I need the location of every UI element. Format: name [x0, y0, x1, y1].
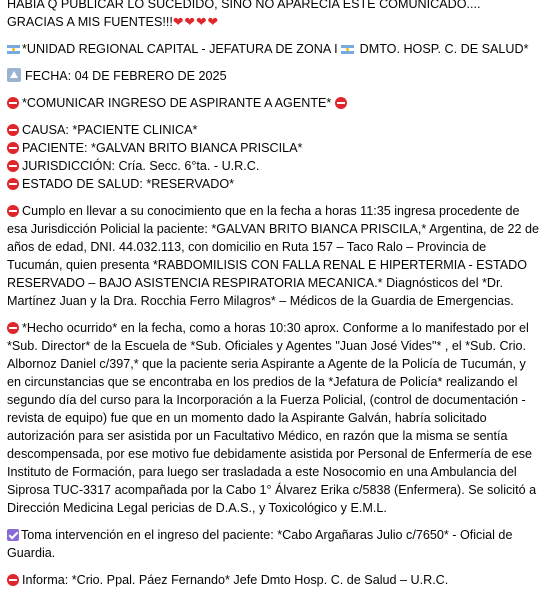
report-text: Cumplo en llevar a su conocimiento que en la fecha a horas 11:35 ingresa procedente de esa Jurisdicción Policial la paciente: *GALVAN BRITO BIANCA PRISCILA,* Argentina, de 22 de años de edad, DNI. 44.032.113, con domicilio en Ruta 157 – Taco Ralo – Provincia de Tucumán, quien presenta *RABDOMILISIS CON FALLA RENAL E HIPERTERMIA - ESTADO RESERVADO – BAJO ASISTENCIA RESPIRATORIA MECANICA.* Diagnósticos del *Dr. Martínez Juan y la Dra. Rocchia Ferro Milagros* – Médicos de la Guardia de Emergencias. [7, 204, 539, 308]
notice-title-text: *COMUNICAR INGRESO DE ASPIRANTE A AGENTE* [22, 96, 332, 110]
health-status-text: ESTADO DE SALUD: *RESERVADO* [22, 177, 235, 191]
no-entry-icon [7, 205, 19, 217]
argentina-flag-icon [7, 45, 20, 54]
informa-text: Informa: *Crio. Ppal. Páez Fernando* Jefe Dmto Hosp. C. de Salud – U.R.C. [22, 573, 449, 587]
health-status-line [7, 175, 542, 193]
informa-line [7, 571, 542, 589]
no-entry-icon [7, 322, 19, 334]
date-line [7, 67, 542, 85]
patient-text: PACIENTE: *GALVAN BRITO BIANCA PRISCILA* [22, 141, 303, 155]
jurisdiction-line [7, 157, 542, 175]
date-text: FECHA: 04 DE FEBRERO DE 2025 [25, 69, 227, 83]
up-triangle-icon [7, 68, 21, 82]
post-text [7, 0, 542, 589]
unit-part-2: DMTO. HOSP. C. DE SALUD* [359, 42, 529, 56]
no-entry-icon [7, 160, 19, 172]
thanks-text: GRACIAS A MIS FUENTES!!! [7, 15, 173, 29]
report-paragraph [7, 202, 542, 310]
no-entry-icon [7, 124, 19, 136]
no-entry-icon [7, 574, 19, 586]
notice-title-line [7, 94, 542, 112]
argentina-flag-icon [341, 45, 354, 54]
heart-icons: ❤❤❤❤ [172, 15, 220, 29]
intro-line-2 [7, 13, 542, 31]
intervention-paragraph [7, 526, 542, 562]
intervention-text: Toma intervención en el ingreso del paciente: *Cabo Argañaras Julio c/7650* - Oficial de Guardia. [7, 528, 513, 560]
patient-line [7, 139, 542, 157]
jurisdiction-text: JURISDICCIÓN: Cría. Secc. 6°ta. - U.R.C. [22, 159, 260, 173]
check-box-icon [7, 529, 19, 541]
no-entry-icon [335, 97, 347, 109]
no-entry-icon [7, 97, 19, 109]
incident-paragraph [7, 319, 542, 517]
unit-line [7, 40, 542, 58]
intro-line-1: HABIA Q PUBLICAR LO SUCEDIDO, SINO NO APARECIA ESTE COMUNICADO.... [7, 0, 481, 11]
incident-text: *Hecho ocurrido* en la fecha, como a horas 10:30 aprox. Conforme a lo manifestado por el *Sub. Director* de la Escuela de *Sub. Oficiales y Agentes "Juan José Vides"* , el *Sub. Crio. Albornoz Daniel c/397,* que la paciente seria Aspirante a Agente de la Policía de Tucumán, y en circunstancias que se encontraba en los predios de la *Jefatura de Policía* realizando el segundo día del curso para la Incorporación a la Fuerza Policial, (control de documentación - revista de equipo) fue que en un momento dado la Aspirante Galván, habría solicitado autorización para ser asistida por un Facultativo Médico, en razón que la misma se sentía descompensada, por ese motivo fue debidamente asistida por Personal de Enfermería de ese Instituto de Formación, para luego ser trasladada a este Nosocomio en una Ambulancia del Siprosa TUC-3317 acompañada por la Cabo 1° Álvarez Erika c/5838 (Enfermera). Se solicitó a Dirección Medicina Legal pericias de D.A.S., y Toxicológico y E.M.L. [7, 321, 537, 515]
cause-line [7, 121, 542, 139]
no-entry-icon [7, 178, 19, 190]
cause-text: CAUSA: *PACIENTE CLINICA* [22, 123, 198, 137]
no-entry-icon [7, 142, 19, 154]
unit-part-1: *UNIDAD REGIONAL CAPITAL - JEFATURA DE ZONA I [22, 42, 338, 56]
